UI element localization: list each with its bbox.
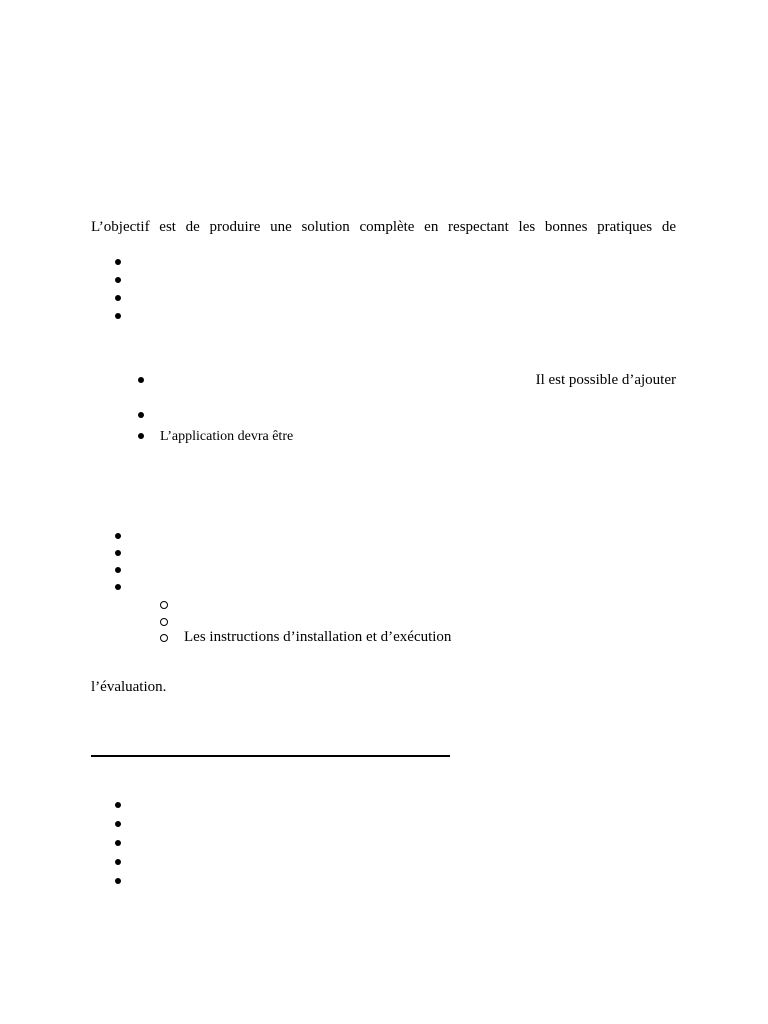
list-item-bullet xyxy=(115,821,121,827)
list-item-bullet xyxy=(115,840,121,846)
list-item-bullet xyxy=(115,802,121,808)
list-item-bullet xyxy=(138,433,144,439)
nested-list-bullet xyxy=(160,634,168,642)
evaluation-text: l’évaluation. xyxy=(91,679,167,695)
intro-paragraph: L’objectif est de produire une solution complète en respectant les bonnes pratiques de xyxy=(91,219,676,235)
list-item-bullet xyxy=(115,313,121,319)
list-item-bullet xyxy=(115,295,121,301)
list-item-text: Il est possible d’ajouter xyxy=(535,372,676,388)
horizontal-rule xyxy=(91,755,450,757)
list-item-bullet xyxy=(115,259,121,265)
list-item-bullet xyxy=(138,377,144,383)
list-item-bullet xyxy=(115,859,121,865)
list-item-bullet xyxy=(115,277,121,283)
nested-list-bullet xyxy=(160,601,168,609)
list-item-bullet xyxy=(115,533,121,539)
list-item-bullet xyxy=(115,567,121,573)
nested-list-bullet xyxy=(160,618,168,626)
list-item-bullet xyxy=(138,412,144,418)
list-item-bullet xyxy=(115,878,121,884)
list-item-bullet xyxy=(115,584,121,590)
nested-list-item-text: Les instructions d’installation et d’exécution xyxy=(184,629,452,645)
list-item-bullet xyxy=(115,550,121,556)
list-item-text: L’application devra être xyxy=(160,429,294,444)
